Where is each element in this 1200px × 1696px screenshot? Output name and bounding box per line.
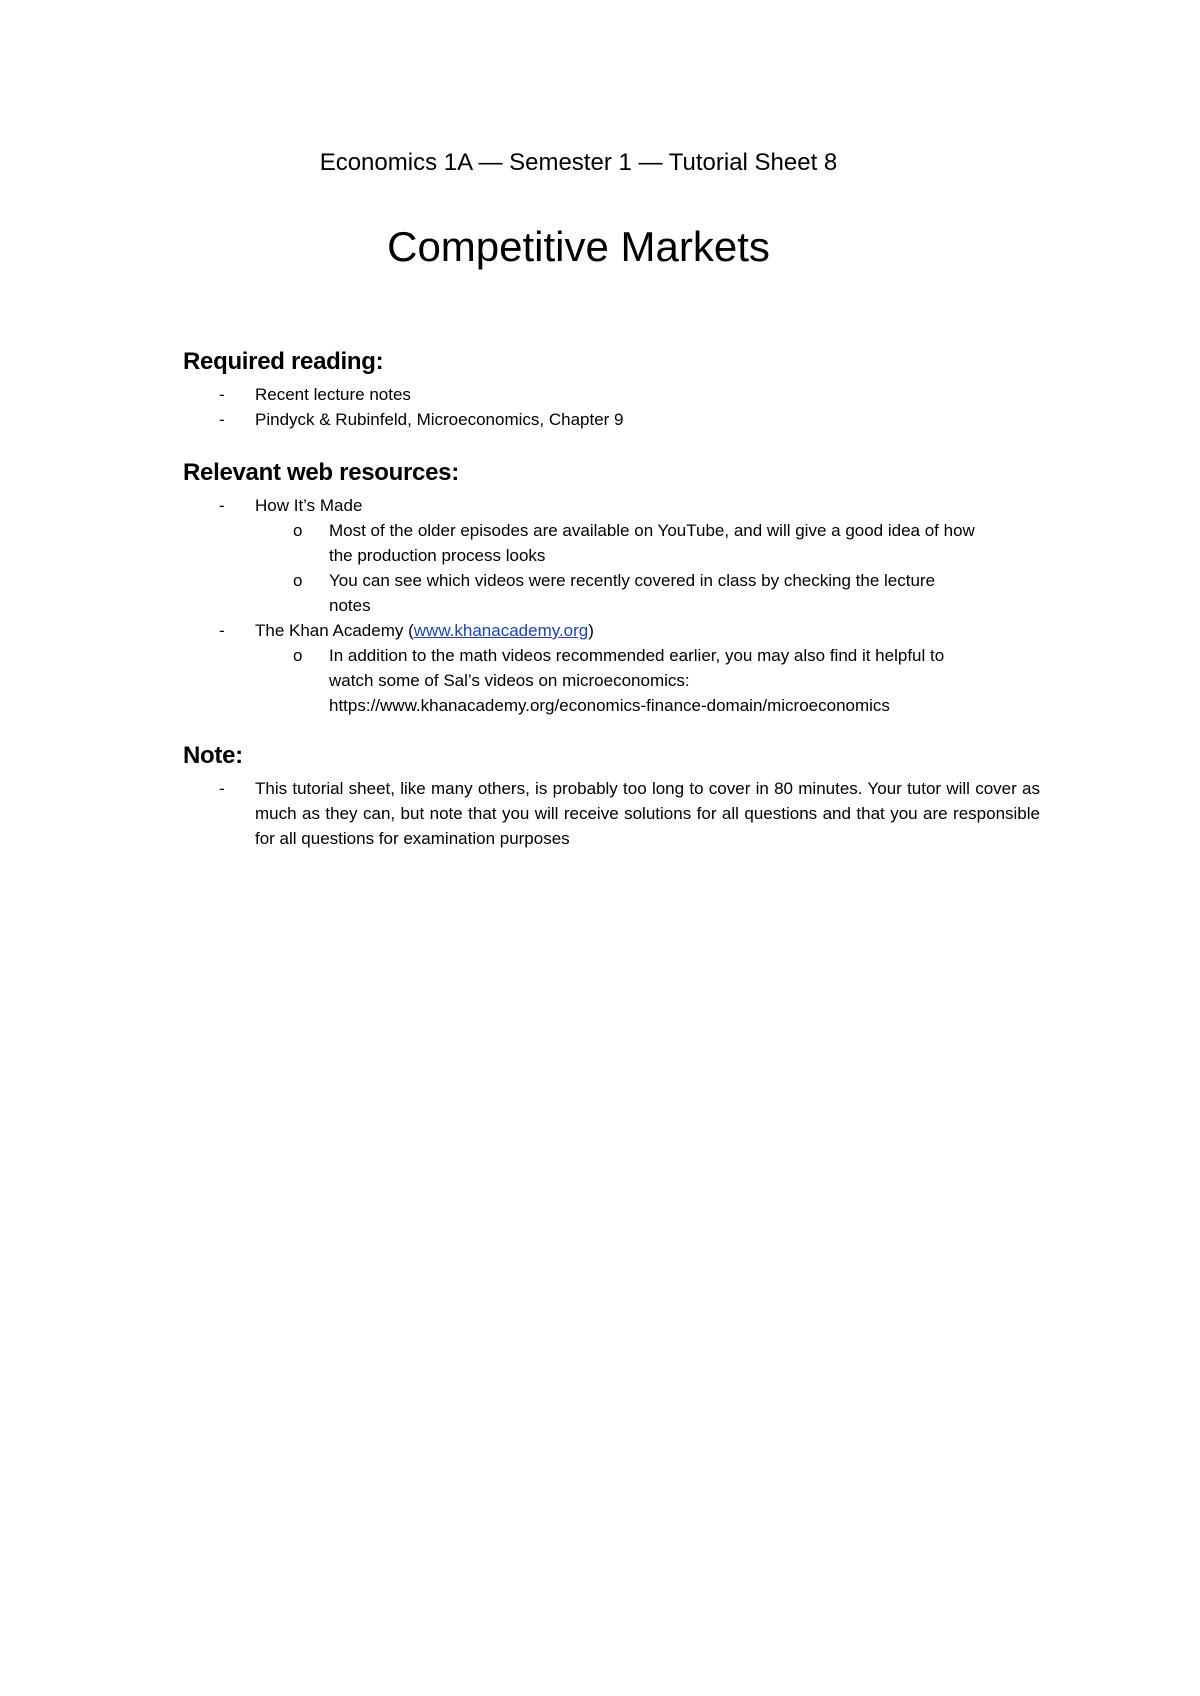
khan-academy-link[interactable]: www.khanacademy.org (413, 621, 589, 640)
web-resources-heading: Relevant web resources: (183, 459, 459, 486)
note-text: This tutorial sheet, like many others, is probably too long to cover in 80 minutes. Your tutor will cover as much as they can, but note that you will receive solutions for all questions and that you are responsible for all questions for examination purposes (255, 779, 1040, 848)
circle-bullet: o (293, 571, 303, 590)
how-its-made-note-youtube: Most of the older episodes are available on YouTube, and will give a good idea of how the production process looks (329, 521, 975, 565)
dash-bullet: - (219, 385, 225, 404)
list-item (183, 776, 1043, 851)
sub-list-item (183, 643, 1043, 718)
required-reading-heading: Required reading: (183, 348, 384, 375)
list-item (183, 618, 1043, 643)
khan-label-prefix: The Khan Academy ( (255, 621, 414, 640)
reading-item-textbook: Pindyck & Rubinfeld, Microeconomics, Chapter 9 (255, 410, 624, 429)
page-title: Competitive Markets (387, 223, 770, 270)
required-reading-section (183, 346, 1043, 432)
resource-khan-academy (255, 618, 1043, 643)
khan-label-suffix: ) (588, 621, 594, 640)
dash-bullet: - (219, 496, 225, 515)
reading-item-lecture-notes: Recent lecture notes (255, 385, 411, 404)
circle-bullet: o (293, 521, 303, 540)
dash-bullet: - (219, 779, 225, 798)
sub-list-item (183, 568, 1043, 618)
course-header: Economics 1A — Semester 1 — Tutorial Sheet 8 (319, 149, 838, 176)
khan-microeconomics-url: https://www.khanacademy.org/economics-finance-domain/microeconomics (329, 696, 890, 715)
sub-list-item (183, 518, 1043, 568)
note-heading: Note: (183, 742, 243, 769)
khan-note-text: In addition to the math videos recommended earlier, you may also find it helpful to watch some of Sal’s videos on microeconomics: (329, 646, 945, 690)
list-item (183, 407, 1043, 432)
how-its-made-note-lecture: You can see which videos were recently covered in class by checking the lecture notes (329, 571, 936, 615)
web-resources-section (183, 457, 1043, 718)
dash-bullet: - (219, 410, 225, 429)
khan-academy-note (329, 643, 989, 718)
note-section (183, 740, 1043, 851)
list-item (183, 493, 1043, 518)
dash-bullet: - (219, 621, 225, 640)
circle-bullet: o (293, 646, 303, 665)
list-item (183, 382, 1043, 407)
resource-how-its-made: How It’s Made (255, 496, 363, 515)
